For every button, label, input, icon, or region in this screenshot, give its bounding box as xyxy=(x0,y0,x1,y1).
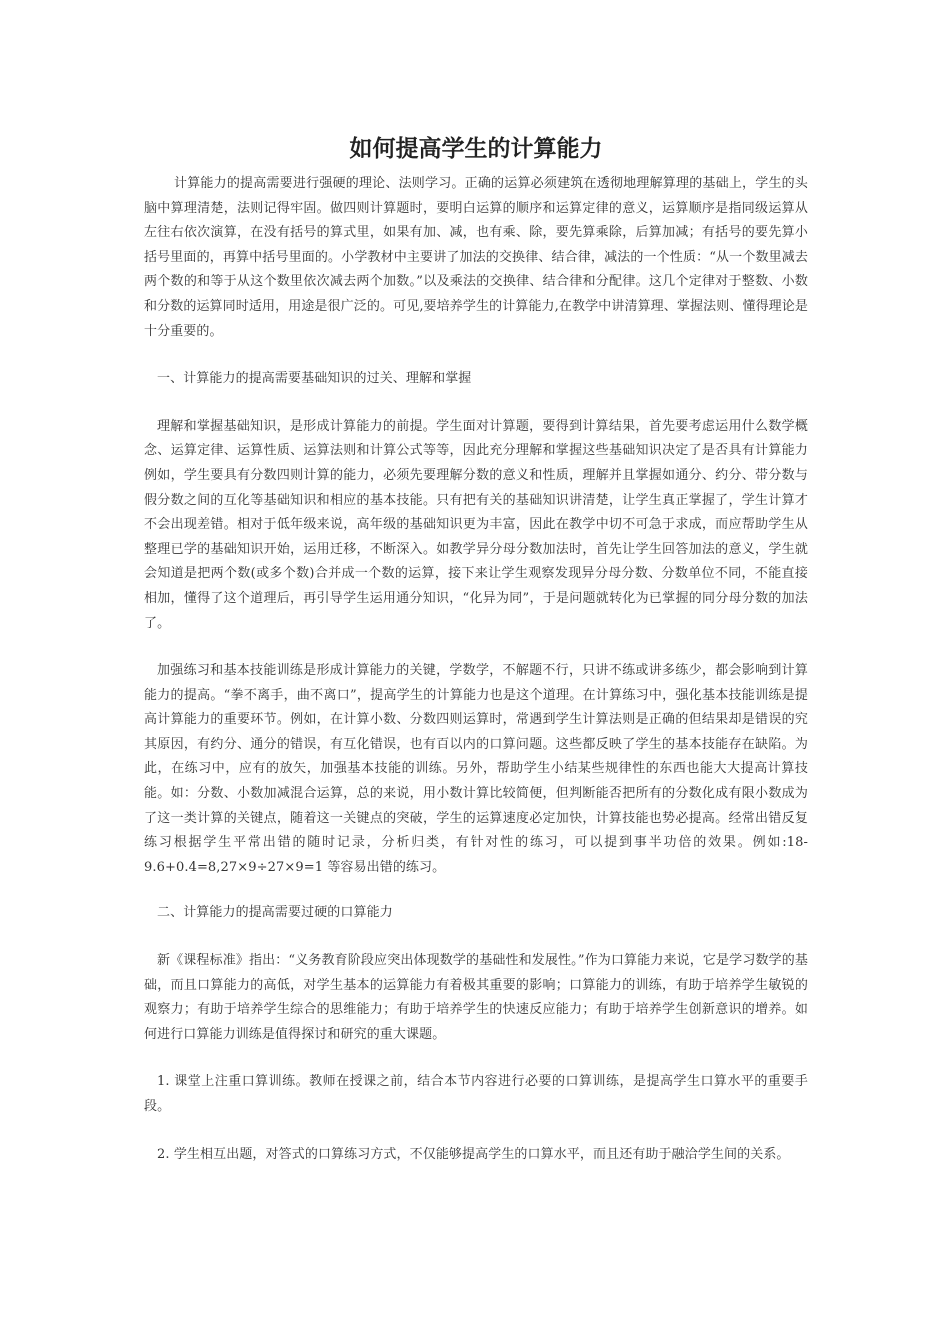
document-page xyxy=(144,132,808,1167)
section-1-paragraph-2: 加强练习和基本技能训练是形成计算能力的关键，学数学，不解题不行，只讲不练或讲多练少，都会影响到计算能力的提高。“拳不离手，曲不离口”，提高学生的计算能力也是这个道理。在计算练习中，强化基本技能训练是提高计算能力的重要环节。例如，在计算小数、分数四则运算时，常遇到学生计算法则是正确的但结果却是错误的究其原因，有约分、通分的错误，有互化错误，也有百以内的口算问题。这些都反映了学生的基本技能存在缺陷。为此，在练习中，应有的放矢，加强基本技能的训练。另外，帮助学生小结某些规律性的东西也能大大提高计算技能。如：分数、小数加减混合运算，总的来说，用小数计算比较简便，但判断能否把所有的分数化成有限小数成为了这一类计算的关键点，随着这一关键点的突破，学生的运算速度必定加快，计算技能也势必提高。经常出错反复练习根据学生平常出错的随时记录，分析归类，有针对性的练习，可以提到事半功倍的效果。例如:18-9.6+0.4=8,27×9÷27×9=1 等容易出错的练习。 xyxy=(144,663,808,875)
list-item-2: 2. 学生相互出题，对答式的口算练习方式，不仅能够提高学生的口算水平，而且还有助于融洽学生间的关系。 xyxy=(157,1146,790,1162)
section-2-paragraph-1: 新《课程标准》指出：“义务教育阶段应突出体现数学的基础性和发展性。”作为口算能力来说，它是学习数学的基础，而且口算能力的高低，对学生基本的运算能力有着极其重要的影响；口算能力的训练，有助于培养学生敏锐的观察力；有助于培养学生综合的思维能力；有助于培养学生的快速反应能力；有助于培养学生创新意识的增养。如何进行口算能力训练是值得探讨和研究的重大课题。 xyxy=(144,953,808,1042)
section-heading-2: 二、计算能力的提高需要过硬的口算能力 xyxy=(157,905,393,921)
list-item-1: 1. 课堂上注重口算训练。教师在授课之前，结合本节内容进行必要的口算训练，是提高学生口算水平的重要手段。 xyxy=(144,1074,808,1114)
intro-paragraph: 计算能力的提高需要进行强硬的理论、法则学习。正确的运算必须建筑在透彻地理解算理的基础上，学生的头脑中算理清楚，法则记得牢固。做四则计算题时，要明白运算的顺序和运算定律的意义，运算顺序是指同级运算从左往右依次演算，在没有括号的算式里，如果有加、减，也有乘、除，要先算乘除，后算加减；有括号的要先算小括号里面的，再算中括号里面的。小学教材中主要讲了加法的交换律、结合律，减法的一个性质：“从一个数里减去两个数的和等于从这个数里依次减去两个加数。”以及乘法的交换律、结合律和分配律。这几个定律对于整数、小数和分数的运算同时适用，用途是很广泛的。可见,要培养学生的计算能力,在教学中讲清算理、掌握法则、懂得理论是十分重要的。 xyxy=(144,176,808,339)
document-title: 如何提高学生的计算能力 xyxy=(349,136,603,162)
section-heading-1: 一、计算能力的提高需要基础知识的过关、理解和掌握 xyxy=(157,371,472,387)
section-1-paragraph-1: 理解和掌握基础知识，是形成计算能力的前提。学生面对计算题，要得到计算结果，首先要考虑运用什么数学概念、运算定律、运算性质、运算法则和计算公式等等，因此充分理解和掌握这些基础知识决定了是否具有计算能力例如，学生要具有分数四则计算的能力，必须先要理解分数的意义和性质，理解并且掌握如通分、约分、带分数与假分数之间的互化等基础知识和相应的基本技能。只有把有关的基础知识讲清楚，让学生真正掌握了，学生计算才不会出现差错。相对于低年级来说，高年级的基础知识更为丰富，因此在教学中切不可急于求成，而应帮助学生从整理已学的基础知识开始，运用迁移，不断深入。如教学异分母分数加法时，首先让学生回答加法的意义，学生就会知道是把两个数(或多个数)合并成一个数的运算，接下来让学生观察发现异分母分数、分数单位不同，不能直接相加，懂得了这个道理后，再引导学生运用通分知识，“化异为同”，于是问题就转化为已掌握的同分母分数的加法了。 xyxy=(144,418,808,631)
